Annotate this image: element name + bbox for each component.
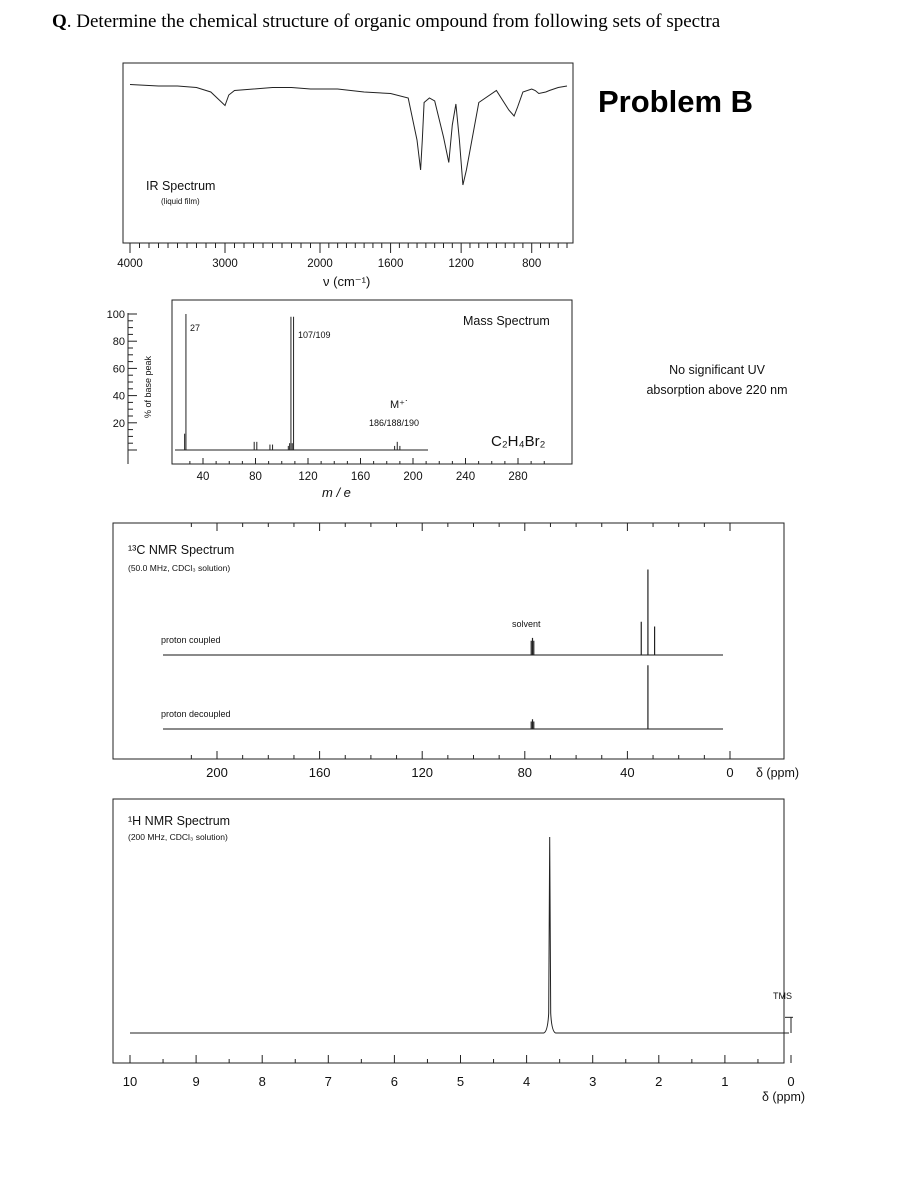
mass-spectrum-chart <box>107 300 572 500</box>
h1-title: ¹H NMR Spectrum <box>128 814 231 828</box>
ms-y-tick-label: 100 <box>106 309 125 321</box>
h1-tick-label: 7 <box>324 1074 332 1089</box>
ms-x-tick-marks <box>190 458 544 464</box>
c13-title: ¹³C NMR Spectrum <box>128 543 235 557</box>
question-body: . Determine the chemical structure of organic ompound from following sets of spectra <box>66 11 721 32</box>
c13-tick-label: 120 <box>411 765 434 780</box>
h1-x-label: δ (ppm) <box>762 1090 806 1104</box>
c13-x-label: δ (ppm) <box>756 766 800 780</box>
c13-tick-label: 160 <box>308 765 331 780</box>
ms-x-tick-labels <box>197 471 528 483</box>
ir-tick-label: 3000 <box>212 258 238 270</box>
ms-x-tick-label: 40 <box>196 471 210 483</box>
ms-x-tick-label: 80 <box>249 471 262 483</box>
h1-tick-labels <box>123 1074 795 1089</box>
ir-tick-label: 1600 <box>377 258 404 270</box>
h1-tick-label: 10 <box>122 1074 138 1089</box>
ms-formula: C₂H₄Br₂ <box>491 433 546 450</box>
h1-tick-label: 2 <box>655 1074 663 1089</box>
ms-x-tick-label: 280 <box>508 471 528 483</box>
c13-coupled-peaks <box>531 570 654 656</box>
c13-tick-label: 80 <box>517 765 533 780</box>
ms-y-tick-labels <box>107 309 125 430</box>
ir-tick-label: 2000 <box>307 258 333 270</box>
c13-trace-coupled-label: proton coupled <box>161 635 221 645</box>
h1-tick-label: 1 <box>721 1074 729 1089</box>
ms-y-label: % of base peak <box>143 355 153 418</box>
c13-solvent-label: solvent <box>512 619 541 629</box>
c13-tick-label: 0 <box>726 765 734 780</box>
ms-x-tick-label: 240 <box>455 471 476 483</box>
h1-tick-label: 6 <box>390 1074 399 1089</box>
c13-trace-decoupled-label: proton decoupled <box>161 709 231 719</box>
ms-x-label: m / e <box>322 485 351 500</box>
ms-y-tick-label: 80 <box>112 336 125 349</box>
c13-subtitle: (50.0 MHz, CDCl₃ solution) <box>128 563 231 573</box>
h1-tms-label: TMS <box>773 991 792 1001</box>
ir-subtitle: (liquid film) <box>161 197 200 206</box>
ir-tick-label: 800 <box>522 258 542 270</box>
c13-decoupled-peaks <box>531 665 648 729</box>
ir-series-line <box>130 85 567 186</box>
h1-tick-label: 4 <box>522 1074 531 1089</box>
c13-tick-label: 200 <box>206 765 228 780</box>
question-prefix: Q <box>52 11 67 32</box>
ms-y-tick-marks <box>128 314 137 450</box>
ir-tick-label: 1200 <box>448 258 474 270</box>
c13-tick-label: 40 <box>620 765 635 780</box>
c13-top-tick-marks <box>191 523 730 531</box>
h1-tick-marks <box>130 1055 791 1063</box>
ms-x-tick-label: 200 <box>403 471 423 483</box>
ir-tick-marks <box>130 243 567 253</box>
h1-tick-label: 3 <box>589 1074 597 1089</box>
h1-tick-label: 9 <box>192 1074 200 1089</box>
ms-x-tick-label: 120 <box>298 471 318 483</box>
ms-annotation-27: 27 <box>190 323 201 333</box>
ms-x-tick-label: 160 <box>350 471 371 483</box>
ms-y-tick-label: 40 <box>112 390 125 403</box>
ir-tick-label: 4000 <box>117 258 143 270</box>
ms-y-tick-label: 60 <box>112 363 125 376</box>
ms-title: Mass Spectrum <box>463 314 550 328</box>
c13-bottom-tick-marks <box>191 751 730 759</box>
h1-peaks <box>785 1017 793 1033</box>
c13-nmr-chart <box>113 523 799 780</box>
ms-peaks <box>185 314 400 450</box>
ms-annotation-molecular-ion: M⁺˙ <box>390 399 409 411</box>
ms-y-tick-label: 20 <box>112 417 125 430</box>
uv-note-line-2: absorption above 220 nm <box>646 383 788 397</box>
ms-annotation-107-109: 107/109 <box>298 330 331 340</box>
h1-tick-label: 0 <box>787 1074 795 1089</box>
h1-tick-label: 8 <box>258 1074 266 1089</box>
ir-x-label: ν (cm⁻¹) <box>323 274 371 289</box>
c13-tick-labels <box>206 765 733 780</box>
h1-subtitle: (200 MHz, CDCl₃ solution) <box>128 832 228 842</box>
problem-title: Problem B <box>598 84 754 119</box>
h1-nmr-chart <box>113 799 805 1104</box>
h1-tick-label: 5 <box>456 1074 465 1089</box>
ir-title: IR Spectrum <box>146 179 216 193</box>
h1-series-line <box>130 837 789 1033</box>
ir-spectrum-chart <box>117 63 573 289</box>
ms-annotation-186-188-190: 186/188/190 <box>369 418 420 428</box>
uv-note-line-1: No significant UV <box>669 363 765 377</box>
ir-tick-labels <box>117 258 541 270</box>
